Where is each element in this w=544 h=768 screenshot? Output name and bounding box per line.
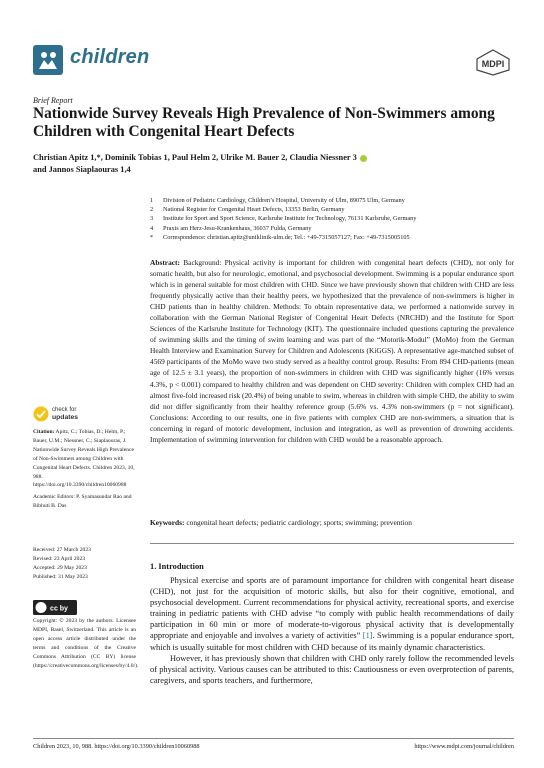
accepted-date: Accepted: 29 May 2023 — [33, 564, 87, 571]
keywords-label: Keywords: — [150, 518, 185, 527]
academic-editors: Academic Editors: P. Syamasundar Rao and Bibhuti B. Das — [33, 494, 132, 509]
abstract-label: Abstract: — [150, 258, 180, 267]
check-for-updates-icon[interactable] — [33, 406, 49, 422]
creative-commons-icon[interactable] — [33, 600, 77, 615]
divider — [150, 543, 514, 544]
check-for-updates-label[interactable]: check for — [52, 407, 77, 413]
introduction-text — [150, 575, 514, 686]
authors-line-2: and Jannos Siaplaouras 1,4 — [33, 164, 131, 174]
footer-divider — [33, 738, 514, 739]
intro-paragraph-2: However, it has previously shown that children with CHD only rarely follow the recommended levels of physical activity. Various causes can be attributed to this: Cautiousness or even overprotection of parents, caregivers, and sports teachers, and furthermore, — [150, 653, 514, 685]
article-dates — [33, 546, 136, 582]
cc-logo-text: cc by — [50, 605, 68, 613]
published-date: Published: 31 May 2023 — [33, 573, 88, 580]
journal-name: children — [70, 46, 150, 68]
correspondence: * Correspondence: christian.apitz@uniklinik-ulm.de; Tel.: +49-7315057127; Fax: +49-7315005105 — [150, 233, 410, 241]
abstract — [150, 257, 514, 445]
article-title: Nationwide Survey Reveals High Prevalence of Non-Swimmers among Children with Congenital Heart Defects — [33, 105, 495, 140]
citation-link[interactable]: [1] — [362, 631, 373, 641]
abstract-text: Background: Physical activity is important for children with congenital heart defects (CHD), not only for somatic health, but also for neurologic, emotional, and psychosocial development. Swimming is a popular endurance sport which is in general suitable for most children with CHD. Since we have previously shown that children with CHD are less frequently physically active than their healthy peers, we hypothesized that the prevalence of non-swimmers is higher in CHD patients than in healthy children. Methods: To obtain representative data, we performed a nationwide survey in collaboration with the German National Register of Congenital Heart Defects (NRCHD) and the Institute for Sport Sciences of the Karlsruhe Institute for Technology (KIT). The questionnaire included questions capturing the prevalence of swimming skills and the timing of swim learning and was part of the “Motorik-Modul” (MoMo) from the German Health Interview and Examination Survey for Children and Adolescents (KiGGS). A representative age-matched subset of 4569 participants of the MoMo wave two study served as a healthy control group. Results: From 894 CHD-patients (mean age of 12.5 ± 3.1 years), the proportion of non-swimmers in children with CHD was significantly higher (16% versus 4.3%, p < 0.001) compared to healthy children and was dependent on CHD severity: Children with complex CHD had an almost five-fold increased risk (20.4%) of being unable to swim, whereas in children with simple CHD, the ability to swim did not differ significantly from their healthy reference group (5.6% vs. 4.3% non-swimmers (p = not significant). Conclusions: According to our results, one in five patients with complex CHD are non-swimmers, a situation that is concerning in regard of motoric development, inclusion and integration, as well as prevention of drowning accidents. Implementation of swimming intervention for children with CHD would be a reasonable approach. — [150, 258, 514, 444]
mdpi-logo — [473, 48, 513, 76]
affiliation-item: 4 Praxis am Herz-Jesu-Krankenhaus, 36037 Fulda, Germany — [150, 224, 312, 232]
affiliation-item: 2 National Register for Congenital Heart Defects, 13353 Berlin, Germany — [150, 206, 345, 214]
intro-paragraph-1: Physical exercise and sports are of paramount importance for children with congenital heart disease (CHD), not just for the acquisition of motoric skills, but also for their cognitive, emotional, and psychosocial development. Current recommendations for physical activity, recreational sports, and exercise training in pediatric patients with CHD advise “to comply with public health recommendations of daily participation in 60 min or more of moderate-to-vigorous physical activity that is developmentally appropriate and enjoyable and involves a variety of activities” [1]. Swimming is a popular endurance sport, which is usually suitable for most children with CHD because of its mainly dynamic characteristics. — [150, 576, 514, 652]
mdpi-logo-text: MDPI — [481, 59, 505, 69]
keywords-text: congenital heart defects; pediatric cardiology; sports; swimming; prevention — [186, 518, 412, 527]
section-heading: 1. Introduction — [150, 562, 204, 571]
check-for-updates-label-bold[interactable]: updates — [52, 414, 79, 421]
affiliation-item: 3 Institute for Sport and Sport Science, Karlsruhe Institute for Technology, 76131 Karlsruhe, Germany — [150, 215, 417, 223]
orcid-icon[interactable] — [360, 155, 367, 162]
article-type: Brief Report — [33, 96, 73, 105]
revised-date: Revised: 23 April 2023 — [33, 555, 86, 562]
footer-journal-url[interactable]: https://www.mdpi.com/journal/children — [414, 743, 514, 750]
footer-citation[interactable]: Children 2023, 10, 988. https://doi.org/10.3390/children10060988 — [33, 743, 200, 750]
citation-text: Apitz, C.; Tobias, D.; Helm, P.; Bauer, U.M.; Niessner, C.; Siaplaouras, J. Nationwide Survey Reveals High Prevalence of Non-Swimmers among Children with Congenital Heart Defects. Children 2023, 10, 988. https://doi.org/10.3390/children10060988 — [33, 429, 135, 489]
affiliation-item: 1 Division of Pediatric Cardiology, Children’s Hospital, University of Ulm, 89075 Ulm, Germany — [150, 197, 405, 204]
authors-line-1: Christian Apitz 1,*, Dominik Tobias 1, Paul Helm 2, Ulrike M. Bauer 2, Claudia Niessner 3 — [33, 153, 357, 162]
citation — [33, 428, 136, 490]
affiliations — [150, 196, 530, 242]
citation-label: Citation: — [33, 429, 55, 435]
journal-logo-icon — [33, 45, 63, 75]
copyright-license: Copyright: © 2023 by the authors. Licensee MDPI, Basel, Switzerland. This article is an open access article distributed under the terms and conditions of the Creative Commons Attribution (CC BY) license (https://creativecommons.org/licenses/by/4.0/). — [33, 618, 139, 669]
keywords — [150, 517, 514, 528]
received-date: Received: 27 March 2023 — [33, 547, 91, 553]
author-list — [33, 152, 513, 175]
